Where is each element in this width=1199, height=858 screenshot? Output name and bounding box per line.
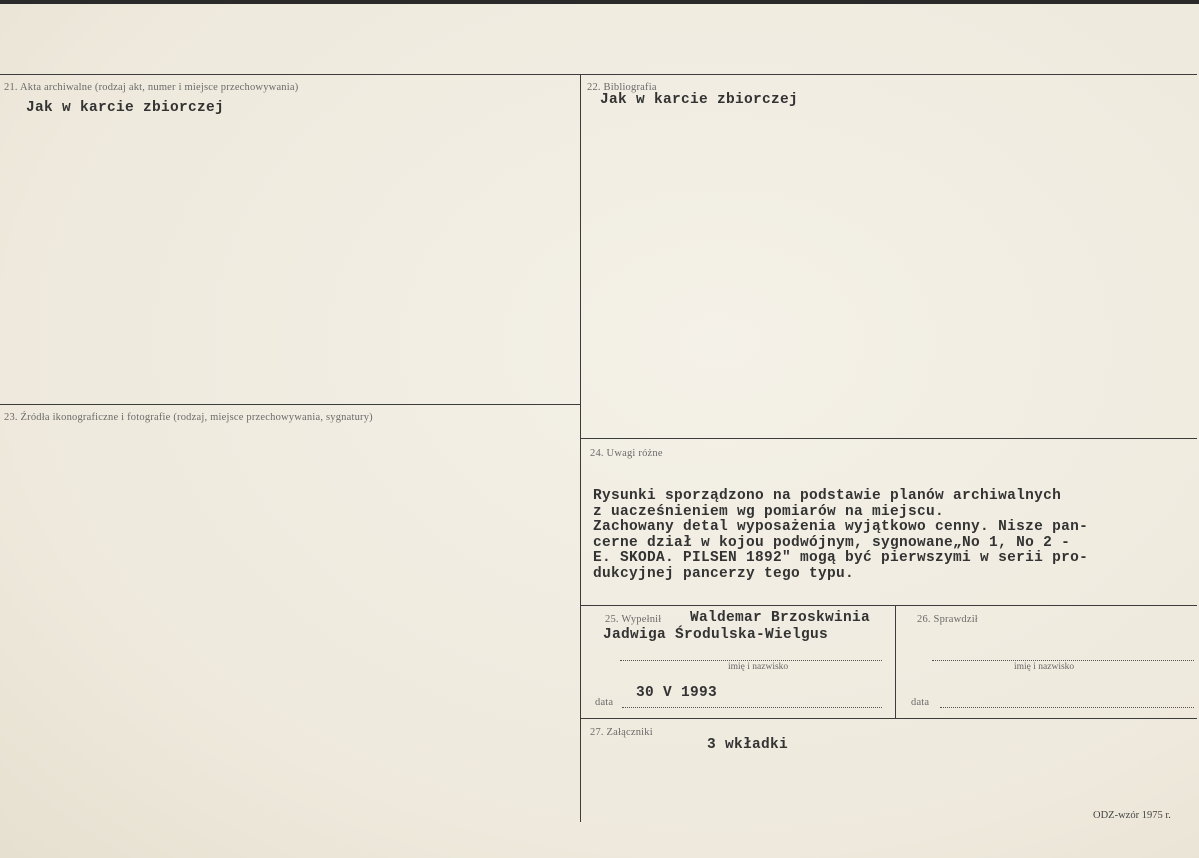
section-25-label: 25. Wypełnił [605,614,662,625]
section-21-label: 21. Akta archiwalne (rodzaj akt, numer i miejsce przechowywania) [4,82,299,93]
divider-25-26 [895,605,896,719]
form-model-footer: ODZ-wzór 1975 r. [1093,810,1171,821]
filled-by-name-1: Waldemar Brzoskwinia [690,610,871,626]
name-caption-26: imię i nazwisko [1014,662,1075,672]
divider-21-23 [0,404,580,405]
section-22-value: Jak w karcie zbiorczej [600,92,799,108]
top-rule [0,74,1197,75]
remarks-line: cerne dział w kojou podwójnym, sygnowane„No 1, No 2 - [593,534,1071,551]
name-line-25 [620,660,882,661]
remarks-line: z uacześnieniem wg pomiarów na miejscu. [593,503,945,520]
remarks-line: dukcyjnej pancerzy tego typu. [593,565,855,582]
center-divider [580,74,581,822]
divider-25-27 [580,718,1197,719]
top-edge [0,0,1199,4]
date-line-26 [940,707,1194,708]
name-caption-25: imię i nazwisko [728,662,789,672]
section-22-label: 22. Bibliografia [587,82,657,93]
filled-by-name-2: Jadwiga Środulska-Wielgus [603,627,829,643]
divider-22-24 [580,438,1197,439]
date-value-25: 30 V 1993 [636,685,718,701]
section-23-label: 23. Źródła ikonograficzne i fotografie (rodzaj, miejsce przechowywania, sygnatury) [4,412,373,423]
date-label-25: data [595,697,614,708]
section-27-label: 27. Załączniki [590,727,653,738]
date-label-26: data [911,697,930,708]
remarks-line: E. SKODA. PILSEN 1892" mogą być pierwszymi w serii pro- [593,550,1089,566]
section-26-label: 26. Sprawdził [917,614,978,625]
attachments-value: 3 wkładki [707,737,789,753]
section-24-remarks [593,458,1088,613]
date-line-25 [622,707,882,708]
section-21-value: Jak w karcie zbiorczej [26,100,225,116]
remarks-line: Rysunki sporządzono na podstawie planów archiwalnych [593,488,1062,504]
remarks-line: Zachowany detal wyposażenia wyjątkowo cenny. Nisze pan- [593,519,1089,535]
section-24-label: 24. Uwagi różne [590,448,663,459]
name-line-26 [932,660,1194,661]
